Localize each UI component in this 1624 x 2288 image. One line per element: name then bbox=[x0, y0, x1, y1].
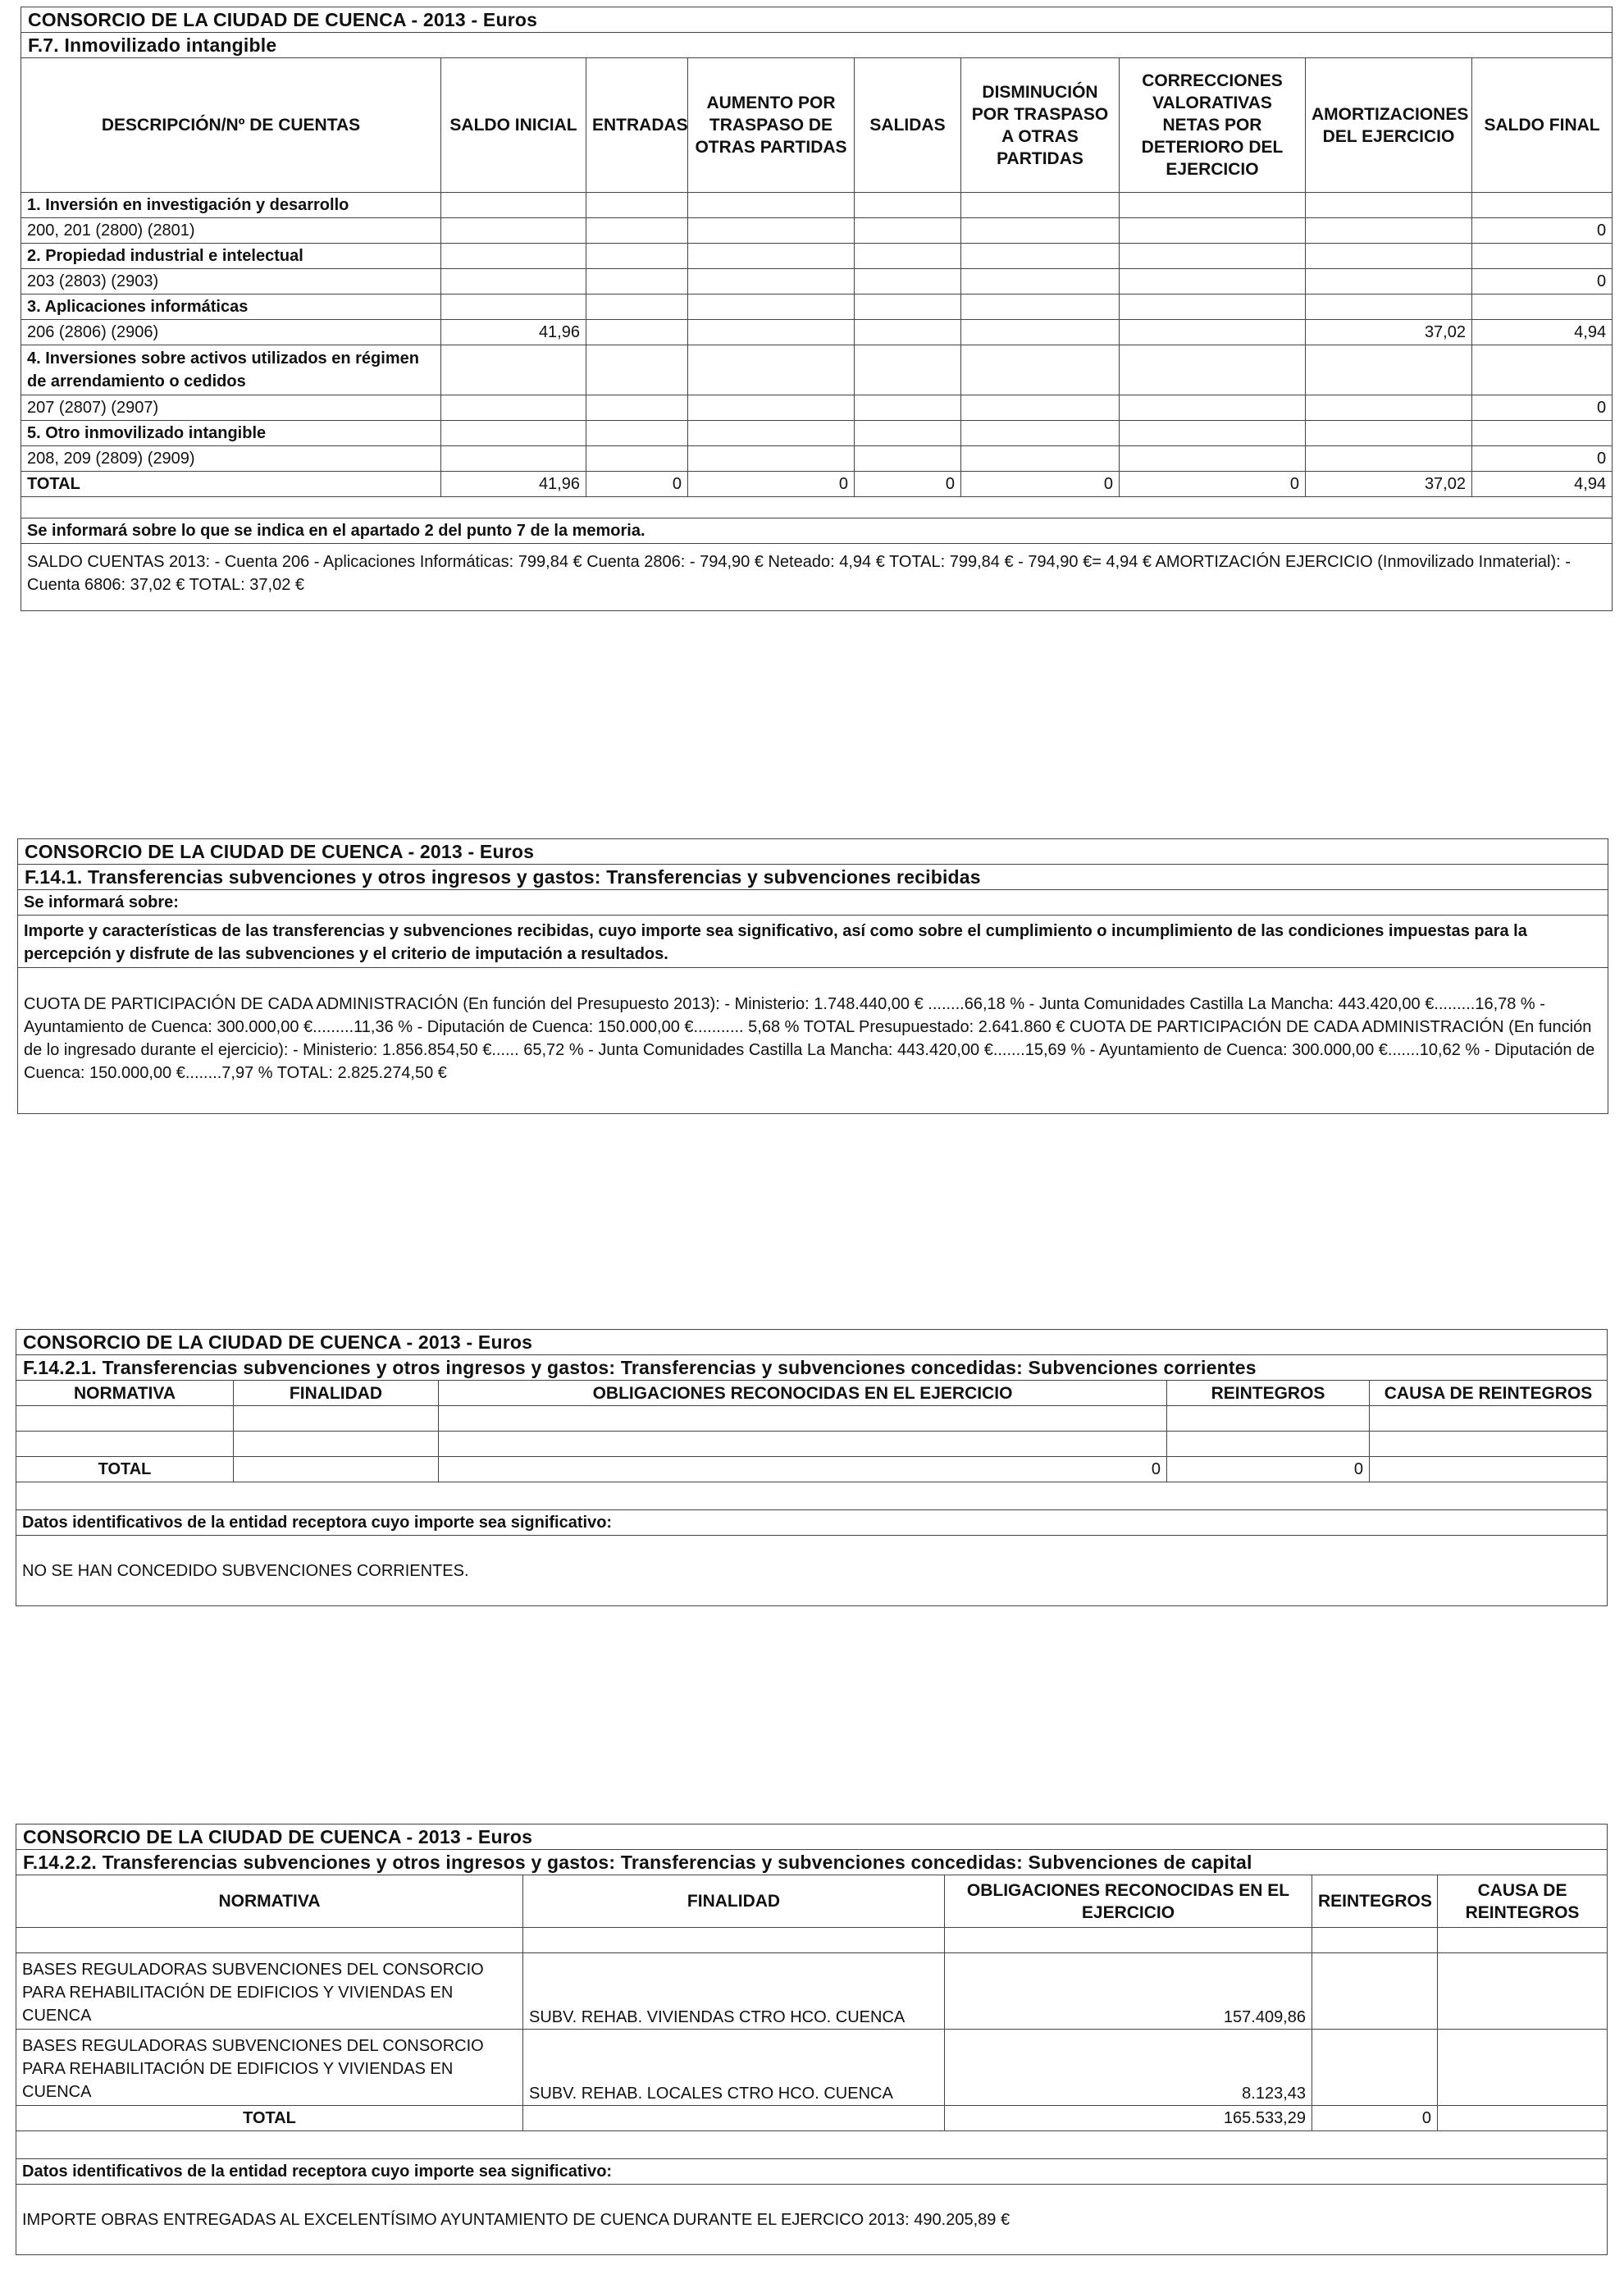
finalidad-cell: SUBV. REHAB. VIVIENDAS CTRO HCO. CUENCA bbox=[523, 1953, 945, 2030]
finalidad-cell: SUBV. REHAB. LOCALES CTRO HCO. CUENCA bbox=[523, 2030, 945, 2106]
f141-subheader: F.14.1. Transferencias subvenciones y otros ingresos y gastos: Transferencias y subvenciones recibidas bbox=[18, 865, 1608, 890]
f1422-datos-label: Datos identificativos de la entidad receptora cuyo importe sea significativo: bbox=[16, 2159, 1608, 2185]
f1421-col-obligaciones: OBLIGACIONES RECONOCIDAS EN EL EJERCICIO bbox=[439, 1381, 1167, 1406]
f1421-col-causa: CAUSA DE REINTEGROS bbox=[1370, 1381, 1608, 1406]
table-row bbox=[21, 320, 1613, 345]
f141-info-text: Importe y características de las transferencias y subvenciones recibidas, cuyo importe sea significativo, así como sobre el cumplimiento o incumplimiento de las condiciones impuestas para la percepción y disfrute de las subvenciones y el criterio de imputación a resultados. bbox=[18, 916, 1608, 968]
f7-col-amortizaciones: AMORTIZACIONES DEL EJERCICIO bbox=[1306, 58, 1472, 193]
f1421-datos-label: Datos identificativos de la entidad receptora cuyo importe sea significativo: bbox=[16, 1510, 1608, 1536]
f1421-col-normativa: NORMATIVA bbox=[16, 1381, 234, 1406]
spacer-row bbox=[16, 1482, 1608, 1510]
row-label: 3. Aplicaciones informáticas bbox=[21, 295, 441, 320]
table-row bbox=[21, 421, 1613, 446]
row-label: 203 (2803) (2903) bbox=[21, 269, 441, 295]
f14-2-1-table bbox=[16, 1329, 1608, 1606]
total-label: TOTAL bbox=[21, 472, 441, 497]
f1421-header: CONSORCIO DE LA CIUDAD DE CUENCA - 2013 - Euros bbox=[16, 1330, 1608, 1355]
f1422-col-reintegros: REINTEGROS bbox=[1312, 1875, 1438, 1928]
total-saldo-final: 4,94 bbox=[1472, 472, 1613, 497]
saldo-final-value: 0 bbox=[1472, 269, 1613, 295]
row-label: 1. Inversión en investigación y desarrollo bbox=[21, 193, 441, 218]
total-salidas: 0 bbox=[855, 472, 961, 497]
total-reintegros: 0 bbox=[1312, 2106, 1438, 2131]
saldo-final-value: 0 bbox=[1472, 446, 1613, 472]
f1422-col-finalidad: FINALIDAD bbox=[523, 1875, 945, 1928]
total-row bbox=[16, 2106, 1608, 2131]
f1422-col-obligaciones: OBLIGACIONES RECONOCIDAS EN EL EJERCICIO bbox=[945, 1875, 1312, 1928]
total-disminucion: 0 bbox=[961, 472, 1120, 497]
row-label: 207 (2807) (2907) bbox=[21, 395, 441, 421]
section-f7 bbox=[21, 7, 1612, 611]
f7-note-title: Se informará sobre lo que se indica en el apartado 2 del punto 7 de la memoria. bbox=[21, 518, 1613, 544]
f7-table bbox=[21, 7, 1613, 611]
f7-col-correcciones: CORRECCIONES VALORATIVAS NETAS POR DETERIORO DEL EJERCICIO bbox=[1120, 58, 1306, 193]
f1422-datos-text: IMPORTE OBRAS ENTREGADAS AL EXCELENTÍSIMO AYUNTAMIENTO DE CUENCA DURANTE EL EJERCICO 2013: 490.205,89 € bbox=[16, 2185, 1608, 2255]
section-f14-2-2 bbox=[16, 1824, 1607, 2255]
total-label: TOTAL bbox=[16, 2106, 523, 2131]
total-obligaciones: 0 bbox=[439, 1457, 1167, 1482]
table-row bbox=[21, 244, 1613, 269]
f1422-col-causa: CAUSA DE REINTEGROS bbox=[1438, 1875, 1608, 1928]
row-label: 5. Otro inmovilizado intangible bbox=[21, 421, 441, 446]
f7-subheader: F.7. Inmovilizado intangible bbox=[21, 33, 1613, 58]
row-label: 4. Inversiones sobre activos utilizados en régimen de arrendamiento o cedidos bbox=[21, 345, 441, 395]
f1421-subheader: F.14.2.1. Transferencias subvenciones y otros ingresos y gastos: Transferencias y subvenciones concedidas: Subvenciones corrientes bbox=[16, 1355, 1608, 1381]
f1421-col-finalidad: FINALIDAD bbox=[234, 1381, 439, 1406]
f7-col-descripcion: DESCRIPCIÓN/Nº DE CUENTAS bbox=[21, 58, 441, 193]
table-row bbox=[16, 1406, 1608, 1432]
f7-note-text: SALDO CUENTAS 2013: - Cuenta 206 - Aplicaciones Informáticas: 799,84 € Cuenta 2806: - 794,90 € Neteado: 4,94 € TOTAL: 799,84 € - 794,90 €= 4,94 € AMORTIZACIÓN EJERCICIO (Inmovilizado Inmaterial): - Cuenta 6806: 37,02 € TOTAL: 37,02 € bbox=[21, 544, 1613, 611]
table-row bbox=[16, 1432, 1608, 1457]
table-row bbox=[21, 193, 1613, 218]
f7-col-saldo-inicial: SALDO INICIAL bbox=[441, 58, 586, 193]
amortizaciones-value: 37,02 bbox=[1306, 320, 1472, 345]
saldo-inicial-value: 41,96 bbox=[441, 320, 586, 345]
f1421-datos-text: NO SE HAN CONCEDIDO SUBVENCIONES CORRIENTES. bbox=[16, 1536, 1608, 1606]
total-saldo-inicial: 41,96 bbox=[441, 472, 586, 497]
f141-header: CONSORCIO DE LA CIUDAD DE CUENCA - 2013 - Euros bbox=[18, 839, 1608, 865]
table-row bbox=[21, 446, 1613, 472]
row-label: 200, 201 (2800) (2801) bbox=[21, 218, 441, 244]
saldo-final-value: 4,94 bbox=[1472, 320, 1613, 345]
total-reintegros: 0 bbox=[1167, 1457, 1370, 1482]
table-row bbox=[21, 269, 1613, 295]
f1422-header: CONSORCIO DE LA CIUDAD DE CUENCA - 2013 - Euros bbox=[16, 1824, 1608, 1850]
table-row bbox=[16, 2030, 1608, 2106]
f14-2-2-table bbox=[16, 1824, 1608, 2255]
f7-col-salidas: SALIDAS bbox=[855, 58, 961, 193]
f1421-col-reintegros: REINTEGROS bbox=[1167, 1381, 1370, 1406]
table-row bbox=[16, 1953, 1608, 2030]
spacer-row bbox=[16, 2131, 1608, 2159]
total-obligaciones: 165.533,29 bbox=[945, 2106, 1312, 2131]
total-aumento: 0 bbox=[688, 472, 855, 497]
f141-body: CUOTA DE PARTICIPACIÓN DE CADA ADMINISTRACIÓN (En función del Presupuesto 2013): - Ministerio: 1.748.440,00 € ........66,18 % - Junta Comunidades Castilla La Mancha: 443.420,00 €.........16,78 % - Ayuntamiento de Cuenca: 300.000,00 €.........11,36 % - Diputación de Cuenca: 150.000,00 €........... 5,68 % TOTAL Presupuestado: 2.641.860 € CUOTA DE PARTICIPACIÓN DE CADA ADMINISTRACIÓN (En función de lo ingresado durante el ejercicio): - Ministerio: 1.856.854,50 €...... 65,72 % - Junta Comunidades Castilla La Mancha: 443.420,00 €.......15,69 % - Ayuntamiento de Cuenca: 300.000,00 €.......10,62 % - Diputación de Cuenca: 150.000,00 €........7,97 % TOTAL: 2.825.274,50 € bbox=[18, 968, 1608, 1114]
f141-info-label: Se informará sobre: bbox=[18, 890, 1608, 916]
f7-col-aumento: AUMENTO POR TRASPASO DE OTRAS PARTIDAS bbox=[688, 58, 855, 193]
normativa-cell: BASES REGULADORAS SUBVENCIONES DEL CONSORCIO PARA REHABILITACIÓN DE EDIFICIOS Y VIVIENDAS EN CUENCA bbox=[16, 2030, 523, 2106]
row-label: 206 (2806) (2906) bbox=[21, 320, 441, 345]
f14-1-table bbox=[17, 838, 1608, 1114]
table-row bbox=[16, 1928, 1608, 1953]
total-amortizaciones: 37,02 bbox=[1306, 472, 1472, 497]
f7-col-entradas: ENTRADAS bbox=[586, 58, 688, 193]
total-entradas: 0 bbox=[586, 472, 688, 497]
obligaciones-cell: 157.409,86 bbox=[945, 1953, 1312, 2030]
f1422-subheader: F.14.2.2. Transferencias subvenciones y otros ingresos y gastos: Transferencias y subvenciones concedidas: Subvenciones de capital bbox=[16, 1850, 1608, 1875]
table-row bbox=[21, 345, 1613, 395]
f7-header: CONSORCIO DE LA CIUDAD DE CUENCA - 2013 - Euros bbox=[21, 7, 1613, 33]
table-row bbox=[21, 295, 1613, 320]
f1422-col-normativa: NORMATIVA bbox=[16, 1875, 523, 1928]
table-row bbox=[21, 395, 1613, 421]
total-correcciones: 0 bbox=[1120, 472, 1306, 497]
row-label: 2. Propiedad industrial e intelectual bbox=[21, 244, 441, 269]
total-row bbox=[16, 1457, 1608, 1482]
f7-col-disminucion: DISMINUCIÓN POR TRASPASO A OTRAS PARTIDAS bbox=[961, 58, 1120, 193]
normativa-cell: BASES REGULADORAS SUBVENCIONES DEL CONSORCIO PARA REHABILITACIÓN DE EDIFICIOS Y VIVIENDAS EN CUENCA bbox=[16, 1953, 523, 2030]
section-f14-2-1 bbox=[16, 1329, 1607, 1606]
obligaciones-cell: 8.123,43 bbox=[945, 2030, 1312, 2106]
saldo-final-value: 0 bbox=[1472, 395, 1613, 421]
section-f14-1 bbox=[17, 838, 1608, 1114]
row-label: 208, 209 (2809) (2909) bbox=[21, 446, 441, 472]
f7-col-saldo-final: SALDO FINAL bbox=[1472, 58, 1613, 193]
table-row bbox=[21, 218, 1613, 244]
spacer-row bbox=[21, 497, 1613, 518]
total-label: TOTAL bbox=[16, 1457, 234, 1482]
total-row bbox=[21, 472, 1613, 497]
saldo-final-value: 0 bbox=[1472, 218, 1613, 244]
